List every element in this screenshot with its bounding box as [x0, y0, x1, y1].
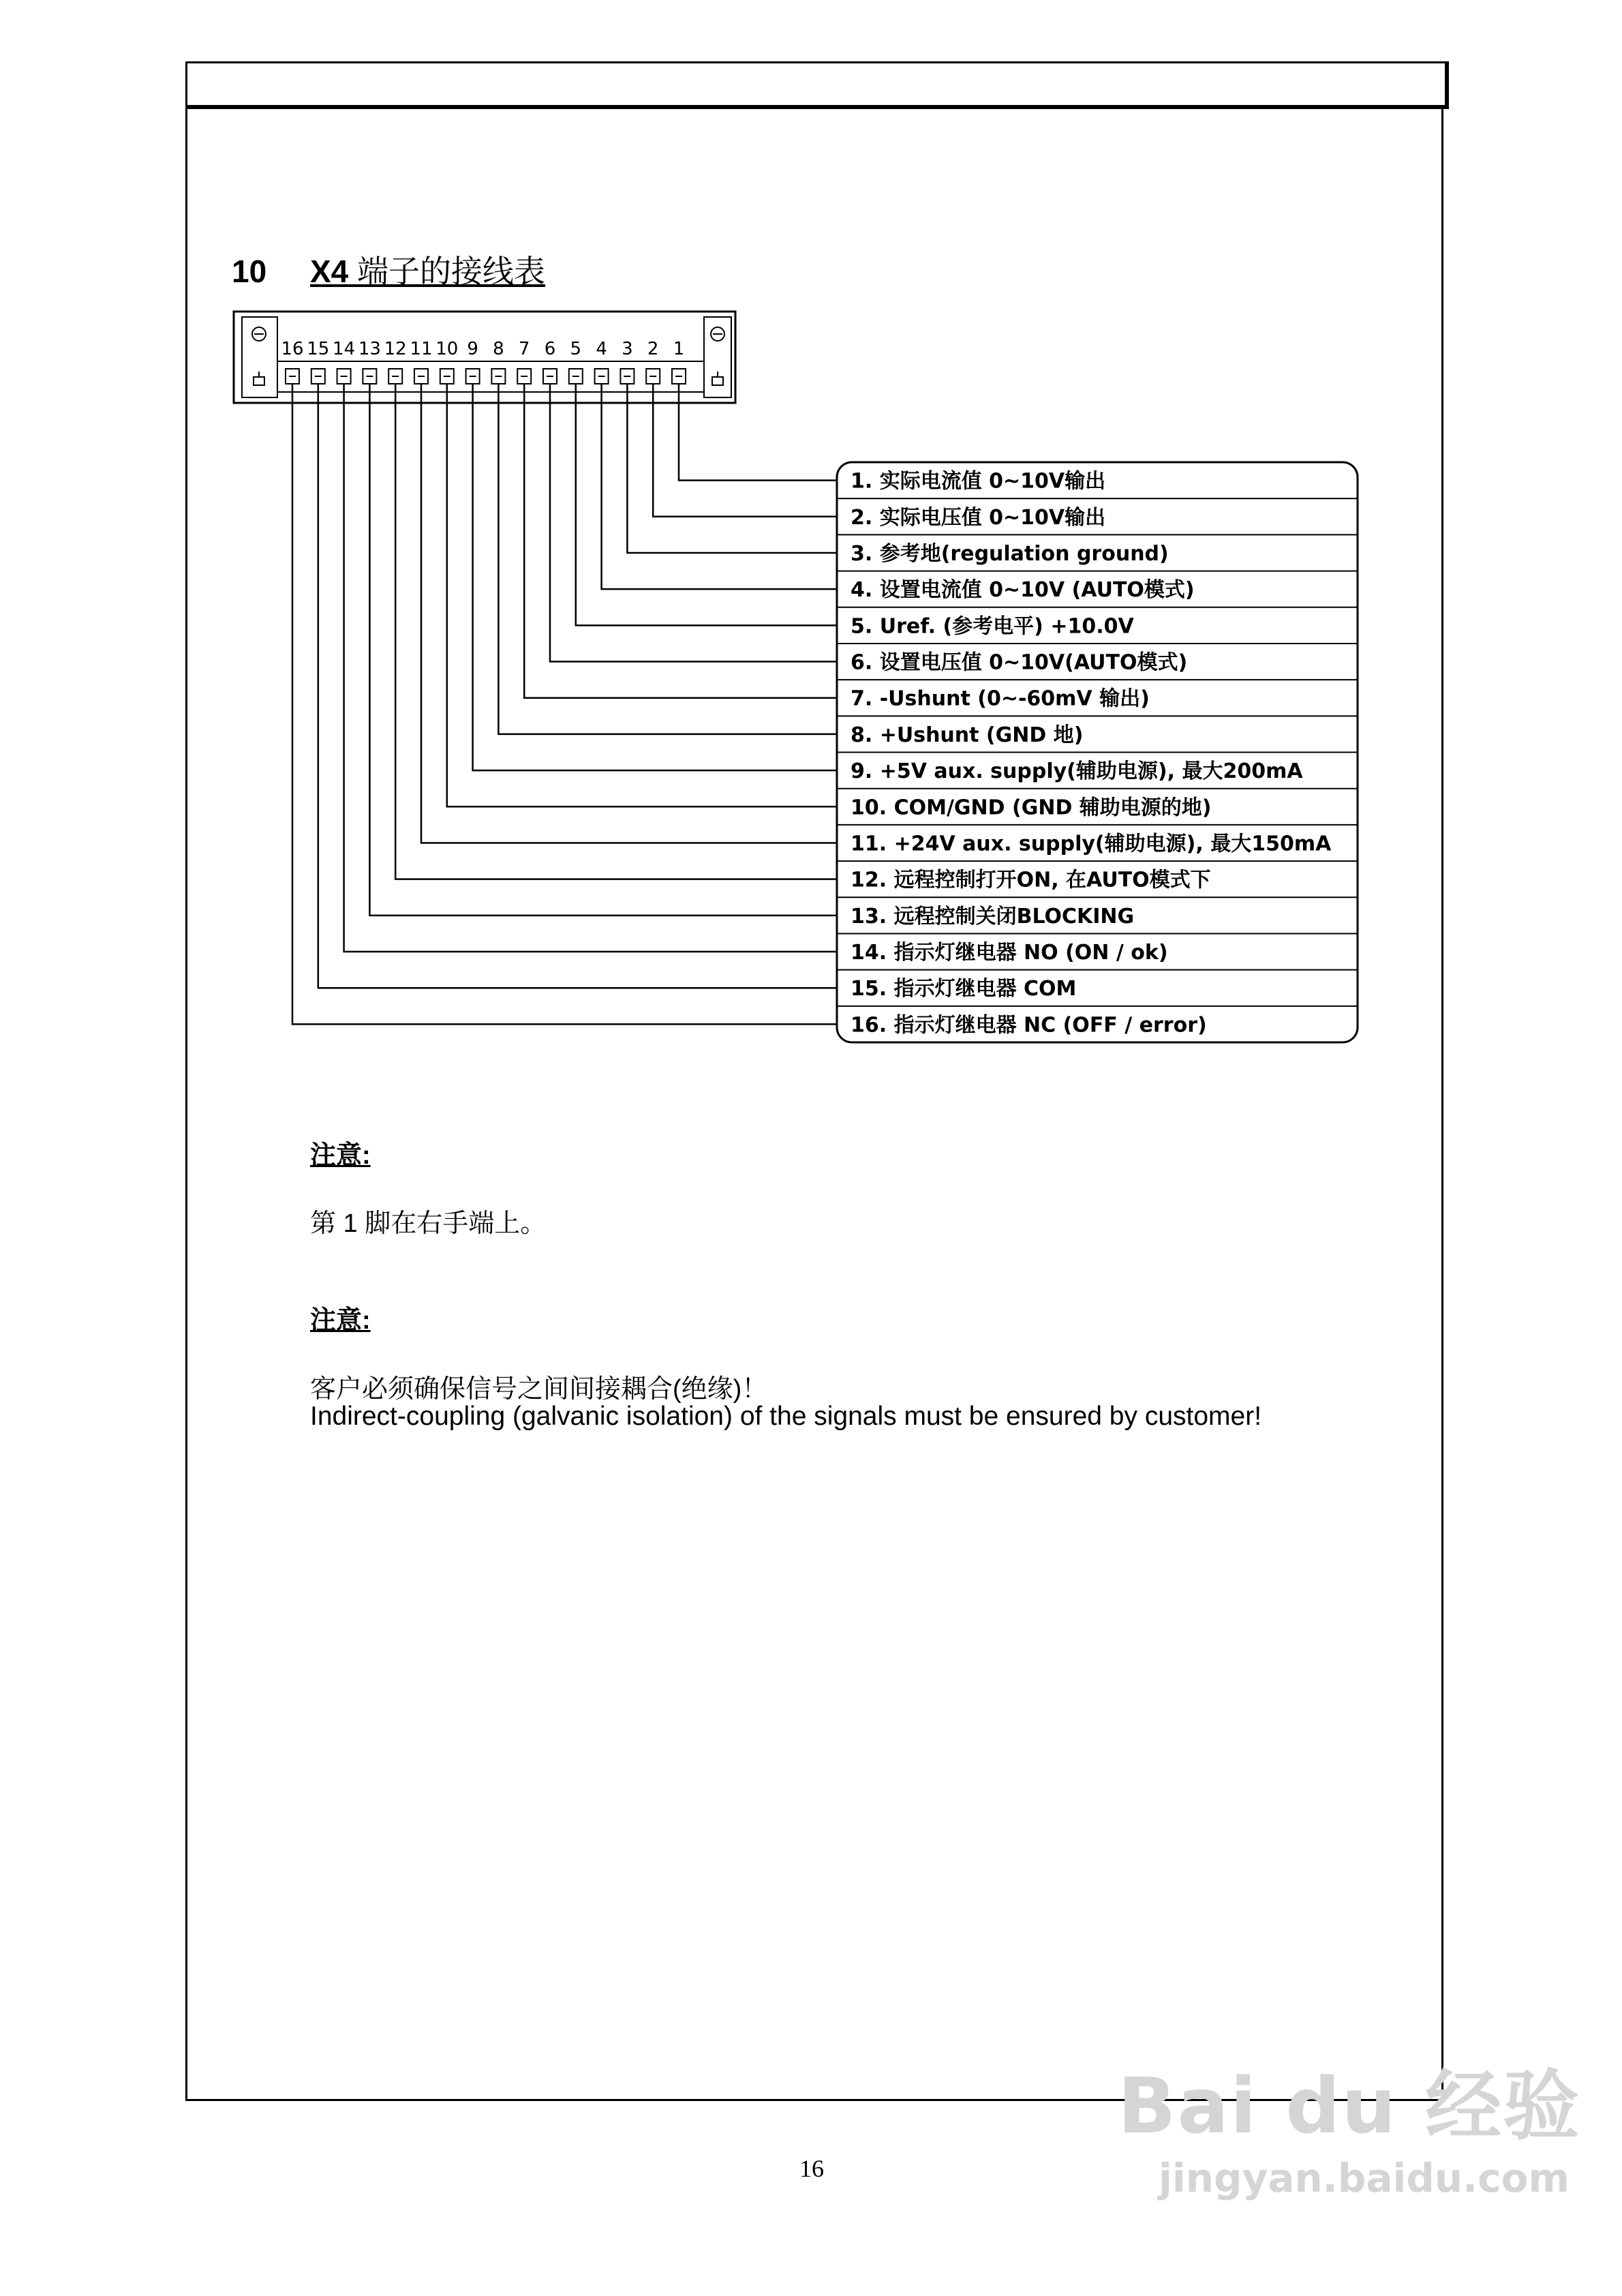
- watermark: [1118, 2045, 1580, 2201]
- pin-table-row-7: 7. -Ushunt (0~-60mV 输出): [851, 686, 1150, 711]
- pin-table-row-15: 15. 指示灯继电器 COM: [851, 977, 1077, 1001]
- pin-number-13: 13: [358, 339, 381, 359]
- wire-pin-7: [524, 384, 837, 698]
- pin-number-9: 9: [467, 339, 478, 359]
- pin-number-2: 2: [647, 339, 659, 359]
- pin-table-row-6: 6. 设置电压值 0~10V(AUTO模式): [851, 650, 1188, 675]
- pin-number-15: 15: [307, 339, 330, 359]
- wire-pin-9: [473, 384, 837, 770]
- pin-table-row-9: 9. +5V aux. supply(辅助电源), 最大200mA: [851, 759, 1303, 784]
- wire-pin-14: [344, 384, 837, 952]
- note-2-text-zh: 客户必须确保信号之间间接耦合(绝缘)！: [310, 1375, 768, 1404]
- wire-pin-11: [421, 384, 837, 843]
- pin-table-row-4: 4. 设置电流值 0~10V (AUTO模式): [851, 578, 1195, 603]
- page-number: 16: [799, 2155, 824, 2182]
- wire-pin-3: [627, 384, 837, 553]
- watermark-url: jingyan.baidu.com: [1159, 2155, 1570, 2201]
- wire-pin-10: [447, 384, 837, 806]
- note-2-text-en: Indirect-coupling (galvanic isolation) of the signals must be ensured by customer!: [310, 1402, 1262, 1431]
- pin-number-3: 3: [622, 339, 633, 359]
- pin-table-row-3: 3. 参考地(regulation ground): [851, 541, 1169, 566]
- pin-number-4: 4: [596, 339, 607, 359]
- pin-number-7: 7: [518, 339, 530, 359]
- pin-table-row-1: 1. 实际电流值 0~10V输出: [851, 469, 1106, 494]
- pin-table-row-10: 10. COM/GND (GND 辅助电源的地): [851, 796, 1212, 820]
- terminal-block: [234, 312, 735, 403]
- pin-number-11: 11: [410, 339, 433, 359]
- section-code: X4: [310, 254, 349, 289]
- pin-number-1: 1: [673, 339, 685, 359]
- wire-pin-12: [395, 384, 837, 879]
- pin-number-8: 8: [493, 339, 504, 359]
- pin-table-row-12: 12. 远程控制打开ON, 在AUTO模式下: [851, 868, 1211, 892]
- pin-number-12: 12: [384, 339, 407, 359]
- pin-table-row-2: 2. 实际电压值 0~10V输出: [851, 505, 1106, 530]
- pin-number-16: 16: [281, 339, 304, 359]
- pin-number-10: 10: [435, 339, 459, 359]
- note-1-text: 第 1 脚在右手端上。: [310, 1209, 547, 1238]
- pin-table-row-8: 8. +Ushunt (GND 地): [851, 723, 1084, 747]
- pin-table: [837, 462, 1358, 1042]
- pin-number-6: 6: [544, 339, 556, 359]
- wire-pin-4: [602, 384, 837, 589]
- pin-number-14: 14: [333, 339, 356, 359]
- pin-table-row-5: 5. Uref. (参考电平) +10.0V: [851, 614, 1134, 639]
- watermark-brand: Bai du 经验: [1118, 2062, 1581, 2151]
- x4-wiring-diagram: [0, 0, 1622, 1091]
- wire-pin-13: [369, 384, 837, 916]
- section-number: 10: [232, 254, 267, 289]
- pin-table-row-11: 11. +24V aux. supply(辅助电源), 最大150mA: [851, 832, 1332, 856]
- section-title: 端子的接线表: [357, 254, 546, 289]
- note-2-label: 注意:: [310, 1306, 371, 1335]
- note-1-label: 注意:: [310, 1141, 371, 1170]
- wire-pin-6: [550, 384, 837, 662]
- wires: [292, 384, 837, 1024]
- pin-table-row-16: 16. 指示灯继电器 NC (OFF / error): [851, 1013, 1207, 1038]
- pin-number-5: 5: [570, 339, 582, 359]
- pin-table-row-13: 13. 远程控制关闭BLOCKING: [851, 904, 1135, 928]
- pin-table-row-14: 14. 指示灯继电器 NO (ON / ok): [851, 941, 1168, 965]
